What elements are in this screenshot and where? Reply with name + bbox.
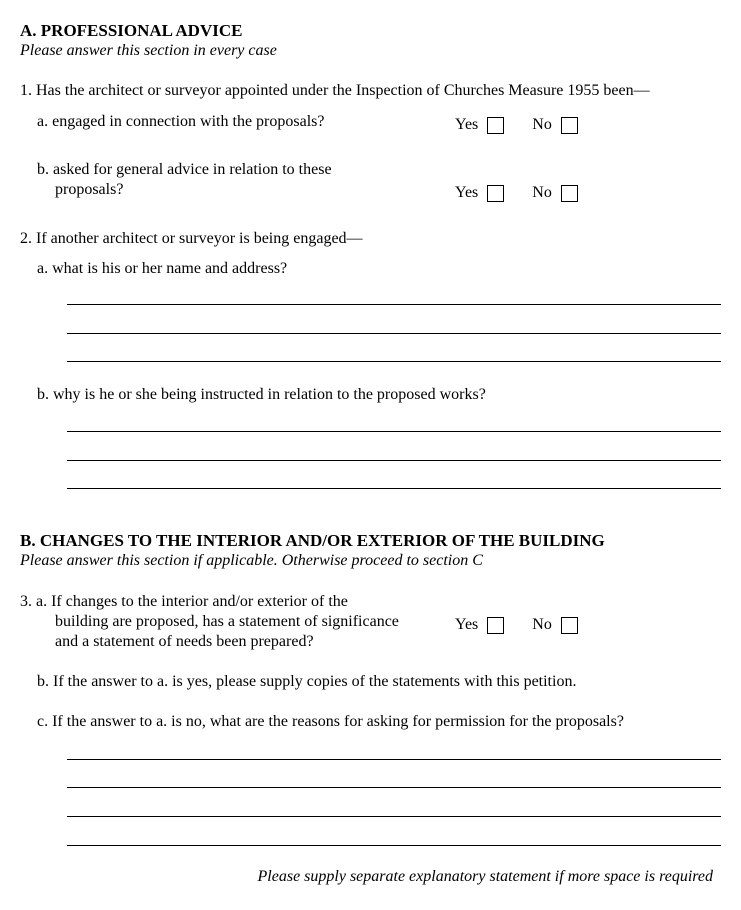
answer-line-2b-2[interactable] [67,460,721,461]
answer-line-3c-4[interactable] [67,845,721,846]
question-1b-no-checkbox[interactable] [561,185,578,202]
answer-line-2a-1[interactable] [67,304,721,305]
section-a-heading: A. PROFESSIONAL ADVICE [20,21,243,40]
question-1a-text: a. engaged in connection with the proposals? [37,113,325,130]
footer-note: Please supply separate explanatory statement if more space is required [257,868,713,885]
question-3a-text-line2: building are proposed, has a statement of significance [55,613,399,630]
question-3b-text: b. If the answer to a. is yes, please supply copies of the statements with this petition. [37,673,577,690]
question-2a-text: a. what is his or her name and address? [37,260,288,277]
question-1b-yes-checkbox[interactable] [487,185,504,202]
question-3a-options [455,615,578,635]
yes-label: Yes [455,116,479,133]
answer-line-2a-3[interactable] [67,361,721,362]
no-label: No [532,116,552,133]
answer-line-2a-2[interactable] [67,333,721,334]
answer-line-2b-3[interactable] [67,488,721,489]
answer-line-3c-1[interactable] [67,759,721,760]
question-3a-text-line1: 3. a. If changes to the interior and/or exterior of the [20,593,348,610]
answer-line-2b-1[interactable] [67,431,721,432]
section-a-subheading: Please answer this section in every case [20,42,277,59]
question-3a-no-checkbox[interactable] [561,617,578,634]
yes-label: Yes [455,184,479,201]
yes-label: Yes [455,616,479,633]
question-1a-no-checkbox[interactable] [561,117,578,134]
question-2b-text: b. why is he or she being instructed in relation to the proposed works? [37,386,486,403]
question-3a-yes-checkbox[interactable] [487,617,504,634]
answer-line-3c-2[interactable] [67,787,721,788]
section-b-heading: B. CHANGES TO THE INTERIOR AND/OR EXTERIOR OF THE BUILDING [20,531,605,550]
question-1b-text-line1: b. asked for general advice in relation to these [37,161,332,178]
no-label: No [532,616,552,633]
answer-line-3c-3[interactable] [67,816,721,817]
question-1a-yes-checkbox[interactable] [487,117,504,134]
section-b-subheading: Please answer this section if applicable. Otherwise proceed to section C [20,552,483,569]
question-1-text: 1. Has the architect or surveyor appointed under the Inspection of Churches Measure 1955 been— [20,82,650,99]
question-2-text: 2. If another architect or surveyor is being engaged— [20,230,363,247]
question-3a-text-line3: and a statement of needs been prepared? [55,633,314,650]
question-1b-text-line2: proposals? [55,181,124,198]
question-3c-text: c. If the answer to a. is no, what are the reasons for asking for permission for the proposals? [37,713,624,730]
no-label: No [532,184,552,201]
question-1b-options [455,183,578,203]
question-1a-options [455,115,578,135]
